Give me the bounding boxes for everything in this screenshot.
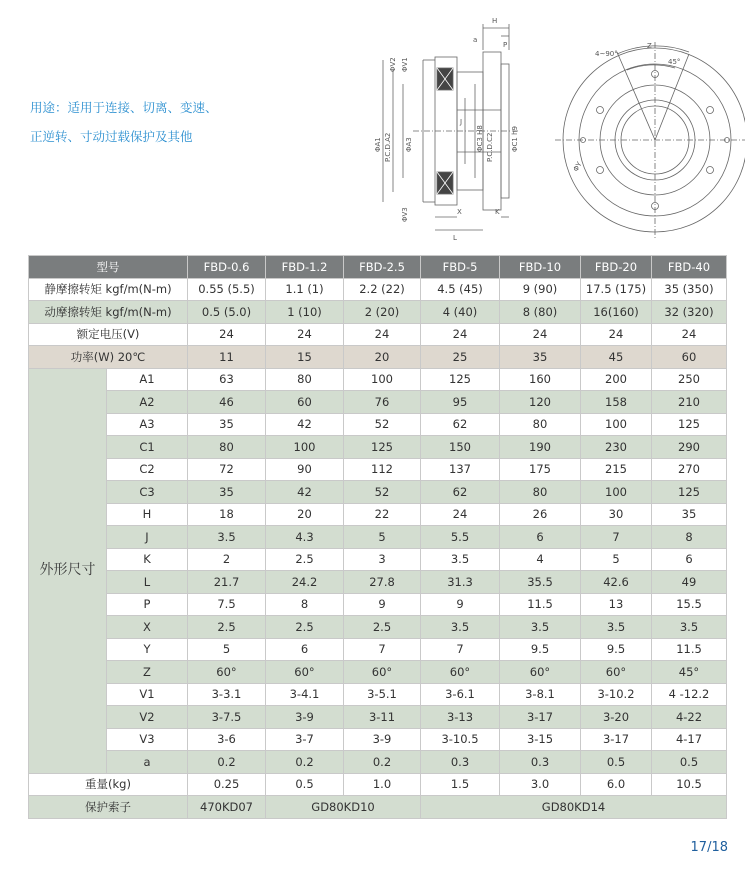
row-label: C2 [107, 458, 188, 481]
table-cell: 18 [188, 503, 266, 526]
row-label: X [107, 616, 188, 639]
table-cell: 230 [581, 436, 652, 459]
row-label: L [107, 571, 188, 594]
row-label: J [107, 526, 188, 549]
header-cell: FBD-20 [581, 256, 652, 279]
table-cell: 24 [652, 323, 727, 346]
table-cell: 3 [344, 548, 421, 571]
table-cell: 24 [188, 323, 266, 346]
table-row [29, 413, 727, 436]
table-cell: 52 [344, 481, 421, 504]
header-cell: FBD-0.6 [188, 256, 266, 279]
table-cell: 3-5.1 [344, 683, 421, 706]
table-cell: 7 [344, 638, 421, 661]
table-cell: 24 [500, 323, 581, 346]
table-row [29, 458, 727, 481]
table-cell: 27.8 [344, 571, 421, 594]
table-header-row [29, 256, 727, 279]
table-cell: 215 [581, 458, 652, 481]
table-cell: 35 (350) [652, 278, 727, 301]
table-row [29, 706, 727, 729]
table-cell: 0.2 [344, 751, 421, 774]
header-cell: FBD-1.2 [266, 256, 344, 279]
table-cell: 62 [421, 413, 500, 436]
front-view [555, 42, 745, 238]
table-cell: 72 [188, 458, 266, 481]
table-cell: 5 [188, 638, 266, 661]
table-cell: 2.5 [266, 616, 344, 639]
table-cell: 42 [266, 481, 344, 504]
table-cell: 8 [652, 526, 727, 549]
table-cell: 3-6.1 [421, 683, 500, 706]
table-cell: 9.5 [500, 638, 581, 661]
table-cell: 35 [188, 481, 266, 504]
table-row [29, 616, 727, 639]
table-cell: 15.5 [652, 593, 727, 616]
spec-table-body [29, 256, 727, 819]
svg-text:ΦY: ΦY [571, 160, 584, 173]
header-cell-model: 型号 [29, 256, 188, 279]
table-cell: 60° [500, 661, 581, 684]
table-cell: 24 [266, 323, 344, 346]
svg-text:ΦV3: ΦV3 [401, 207, 409, 222]
table-cell: 120 [500, 391, 581, 414]
table-cell: 3-17 [500, 706, 581, 729]
svg-text:P.C.D.A2: P.C.D.A2 [384, 132, 392, 162]
table-cell: 175 [500, 458, 581, 481]
table-cell: 5 [344, 526, 421, 549]
table-cell: 5.5 [421, 526, 500, 549]
table-cell: 24 [421, 503, 500, 526]
table-cell: GD80KD10 [266, 796, 421, 819]
table-cell: 11.5 [500, 593, 581, 616]
table-cell: 0.5 [581, 751, 652, 774]
row-label: A3 [107, 413, 188, 436]
table-cell: 31.3 [421, 571, 500, 594]
table-cell: 3-4.1 [266, 683, 344, 706]
table-cell: 3.5 [581, 616, 652, 639]
svg-text:a: a [473, 36, 478, 44]
table-cell: 3.5 [421, 548, 500, 571]
table-cell: 46 [188, 391, 266, 414]
table-cell: 3-8.1 [500, 683, 581, 706]
table-cell: 6.0 [581, 773, 652, 796]
row-label: 额定电压(V) [29, 323, 188, 346]
row-label: A1 [107, 368, 188, 391]
table-cell: 8 [266, 593, 344, 616]
table-cell: 0.5 [652, 751, 727, 774]
table-cell: 125 [421, 368, 500, 391]
table-cell: 100 [581, 413, 652, 436]
table-cell: 3.5 [188, 526, 266, 549]
table-row [29, 391, 727, 414]
table-cell: 3-13 [421, 706, 500, 729]
table-cell: 125 [344, 436, 421, 459]
table-cell: 1 (10) [266, 301, 344, 324]
header-cell: FBD-40 [652, 256, 727, 279]
table-cell: 470KD07 [188, 796, 266, 819]
row-label: 重量(kg) [29, 773, 188, 796]
table-cell: 35.5 [500, 571, 581, 594]
table-cell: 10.5 [652, 773, 727, 796]
table-cell: 7 [581, 526, 652, 549]
table-cell: 20 [266, 503, 344, 526]
table-cell: 0.3 [421, 751, 500, 774]
table-cell: 42 [266, 413, 344, 436]
table-cell: 100 [344, 368, 421, 391]
table-cell: 210 [652, 391, 727, 414]
svg-text:ΦC1 h9: ΦC1 h9 [511, 126, 519, 152]
table-cell: 25 [421, 346, 500, 369]
table-cell: 2.5 [266, 548, 344, 571]
table-cell: 62 [421, 481, 500, 504]
table-cell: 3-17 [581, 728, 652, 751]
svg-text:P.C.D.C2: P.C.D.C2 [486, 132, 494, 162]
row-label: V2 [107, 706, 188, 729]
table-cell: 6 [652, 548, 727, 571]
table-row [29, 751, 727, 774]
table-cell: 49 [652, 571, 727, 594]
table-cell: 0.5 (5.0) [188, 301, 266, 324]
table-cell: 3-7 [266, 728, 344, 751]
table-cell: 137 [421, 458, 500, 481]
table-row [29, 661, 727, 684]
table-cell: 0.25 [188, 773, 266, 796]
table-cell: 1.5 [421, 773, 500, 796]
svg-text:H: H [492, 17, 498, 25]
svg-text:P: P [503, 41, 508, 49]
table-cell: 200 [581, 368, 652, 391]
row-label: V1 [107, 683, 188, 706]
table-cell: 16(160) [581, 301, 652, 324]
table-cell: 3-3.1 [188, 683, 266, 706]
row-label: 功率(W) 20℃ [29, 346, 188, 369]
table-cell: 3.5 [421, 616, 500, 639]
table-cell: 30 [581, 503, 652, 526]
table-cell: 95 [421, 391, 500, 414]
table-cell: 60° [188, 661, 266, 684]
svg-text:ΦC3 H8: ΦC3 H8 [476, 125, 484, 152]
table-cell: 160 [500, 368, 581, 391]
table-cell: 7 [421, 638, 500, 661]
table-cell: 15 [266, 346, 344, 369]
table-cell: 5 [581, 548, 652, 571]
table-cell: 9 [421, 593, 500, 616]
table-cell: 63 [188, 368, 266, 391]
table-row [29, 593, 727, 616]
table-cell: 45° [652, 661, 727, 684]
svg-text:ΦV1: ΦV1 [401, 57, 409, 72]
table-cell: 26 [500, 503, 581, 526]
table-cell: 125 [652, 481, 727, 504]
table-cell: 60 [266, 391, 344, 414]
svg-text:X: X [457, 208, 462, 216]
table-cell: 100 [581, 481, 652, 504]
row-label: 动摩擦转矩 kgf/m(N-m) [29, 301, 188, 324]
table-cell: 20 [344, 346, 421, 369]
table-cell: 24 [421, 323, 500, 346]
table-cell: 76 [344, 391, 421, 414]
table-row [29, 278, 727, 301]
table-row [29, 548, 727, 571]
table-cell: 24 [581, 323, 652, 346]
table-row [29, 571, 727, 594]
table-row-protection [29, 796, 727, 819]
row-label: K [107, 548, 188, 571]
table-cell: 4-17 [652, 728, 727, 751]
svg-text:J: J [460, 118, 463, 126]
table-cell: 60° [344, 661, 421, 684]
table-cell: 80 [500, 413, 581, 436]
row-label: C3 [107, 481, 188, 504]
table-cell: 125 [652, 413, 727, 436]
table-cell: 3-11 [344, 706, 421, 729]
table-cell: 3-9 [344, 728, 421, 751]
table-cell: 3-9 [266, 706, 344, 729]
technical-drawings [355, 12, 745, 242]
row-label: C1 [107, 436, 188, 459]
table-cell: 11 [188, 346, 266, 369]
header-cell: FBD-10 [500, 256, 581, 279]
usage-text [30, 93, 218, 151]
table-cell: 35 [188, 413, 266, 436]
table-cell: 0.55 (5.5) [188, 278, 266, 301]
table-cell: 2.5 [188, 616, 266, 639]
table-cell: 2.2 (22) [344, 278, 421, 301]
table-row [29, 368, 727, 391]
table-cell: 4-22 [652, 706, 727, 729]
table-cell: 3-10.2 [581, 683, 652, 706]
table-cell: 13 [581, 593, 652, 616]
table-cell: 0.3 [500, 751, 581, 774]
table-row [29, 346, 727, 369]
table-cell: 24.2 [266, 571, 344, 594]
table-cell: 190 [500, 436, 581, 459]
table-cell: 35 [500, 346, 581, 369]
svg-text:ΦV2: ΦV2 [389, 57, 397, 72]
table-cell: 250 [652, 368, 727, 391]
table-cell: 3.5 [500, 616, 581, 639]
table-cell: 6 [266, 638, 344, 661]
table-cell: 35 [652, 503, 727, 526]
table-cell: 45 [581, 346, 652, 369]
table-cell: 3.0 [500, 773, 581, 796]
table-cell: 2 (20) [344, 301, 421, 324]
table-cell: 9 (90) [500, 278, 581, 301]
table-cell: GD80KD14 [421, 796, 727, 819]
table-cell: 4 -12.2 [652, 683, 727, 706]
svg-text:4~90°: 4~90° [595, 50, 618, 58]
table-cell: 24 [344, 323, 421, 346]
table-row [29, 638, 727, 661]
table-row [29, 526, 727, 549]
table-cell: 0.5 [266, 773, 344, 796]
table-row [29, 683, 727, 706]
table-row-weight [29, 773, 727, 796]
table-cell: 7.5 [188, 593, 266, 616]
table-cell: 1.0 [344, 773, 421, 796]
table-cell: 3-6 [188, 728, 266, 751]
row-label: P [107, 593, 188, 616]
table-row [29, 481, 727, 504]
table-cell: 100 [266, 436, 344, 459]
svg-text:ΦA1: ΦA1 [374, 137, 382, 152]
spec-table [28, 255, 727, 819]
table-row [29, 503, 727, 526]
row-label: 静摩擦转矩 kgf/m(N-m) [29, 278, 188, 301]
table-row [29, 323, 727, 346]
row-label: A2 [107, 391, 188, 414]
table-cell: 60° [421, 661, 500, 684]
side-section-view [383, 24, 520, 230]
table-cell: 0.2 [188, 751, 266, 774]
table-cell: 3-10.5 [421, 728, 500, 751]
table-cell: 1.1 (1) [266, 278, 344, 301]
dimension-group-label: 外形尺寸 [29, 368, 107, 773]
table-cell: 11.5 [652, 638, 727, 661]
svg-text:K: K [495, 208, 500, 216]
table-cell: 9 [344, 593, 421, 616]
table-cell: 60 [652, 346, 727, 369]
svg-text:45°: 45° [668, 58, 681, 66]
header-cell: FBD-2.5 [344, 256, 421, 279]
row-label: Z [107, 661, 188, 684]
table-cell: 3.5 [652, 616, 727, 639]
table-cell: 4 (40) [421, 301, 500, 324]
table-cell: 4.3 [266, 526, 344, 549]
table-cell: 60° [266, 661, 344, 684]
table-cell: 290 [652, 436, 727, 459]
table-cell: 80 [500, 481, 581, 504]
table-cell: 2.5 [344, 616, 421, 639]
table-cell: 8 (80) [500, 301, 581, 324]
table-cell: 17.5 (175) [581, 278, 652, 301]
row-label: V3 [107, 728, 188, 751]
table-cell: 270 [652, 458, 727, 481]
table-cell: 21.7 [188, 571, 266, 594]
table-cell: 0.2 [266, 751, 344, 774]
drawing-labels [374, 17, 680, 242]
svg-text:Z: Z [647, 42, 652, 50]
header-cell: FBD-5 [421, 256, 500, 279]
table-cell: 3-7.5 [188, 706, 266, 729]
usage-line-2: 正逆转、寸动过载保护及其他 [30, 129, 193, 144]
table-cell: 80 [188, 436, 266, 459]
row-label: 保护索子 [29, 796, 188, 819]
table-cell: 60° [581, 661, 652, 684]
table-cell: 3-15 [500, 728, 581, 751]
row-label: Y [107, 638, 188, 661]
table-cell: 3-20 [581, 706, 652, 729]
table-cell: 90 [266, 458, 344, 481]
svg-text:L: L [453, 234, 457, 242]
table-cell: 32 (320) [652, 301, 727, 324]
table-cell: 80 [266, 368, 344, 391]
table-cell: 52 [344, 413, 421, 436]
table-cell: 112 [344, 458, 421, 481]
table-cell: 4 [500, 548, 581, 571]
table-cell: 158 [581, 391, 652, 414]
table-cell: 42.6 [581, 571, 652, 594]
table-row [29, 728, 727, 751]
table-cell: 6 [500, 526, 581, 549]
usage-line-1: 用途：适用于连接、切离、变速、 [30, 100, 218, 115]
table-cell: 22 [344, 503, 421, 526]
table-cell: 4.5 (45) [421, 278, 500, 301]
table-row [29, 301, 727, 324]
table-cell: 9.5 [581, 638, 652, 661]
row-label: a [107, 751, 188, 774]
page-number: 17/18 [690, 840, 728, 855]
table-cell: 150 [421, 436, 500, 459]
svg-text:ΦA3: ΦA3 [405, 137, 413, 152]
row-label: H [107, 503, 188, 526]
table-cell: 2 [188, 548, 266, 571]
table-row [29, 436, 727, 459]
